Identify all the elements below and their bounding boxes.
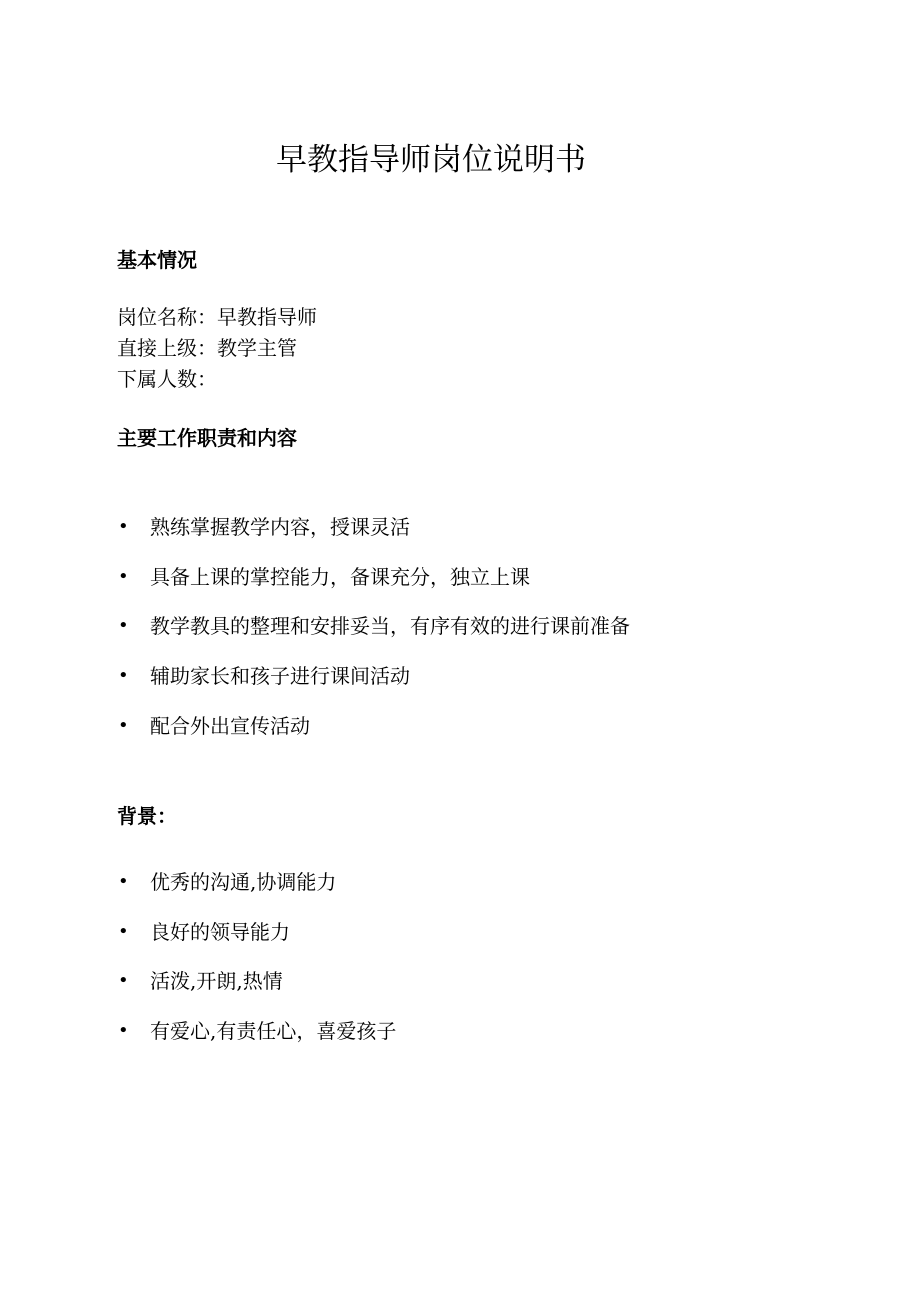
list-item bbox=[117, 918, 396, 968]
bullet-icon: • bbox=[118, 615, 129, 637]
list-item bbox=[117, 513, 630, 563]
duty-text: 具备上课的掌控能力，备课充分，独立上课 bbox=[150, 564, 530, 589]
duty-text: 配合外出宣传活动 bbox=[150, 713, 310, 738]
list-item bbox=[117, 662, 630, 712]
direct-supervisor-line: 直接上级：教学主管 bbox=[117, 336, 297, 360]
duties-list bbox=[117, 513, 630, 761]
background-text: 活泼,开朗,热情 bbox=[150, 969, 283, 994]
list-item bbox=[117, 868, 396, 918]
bullet-icon: • bbox=[118, 516, 129, 537]
background-text: 良好的领导能力 bbox=[150, 919, 290, 944]
basic-info-heading: 基本情况 bbox=[117, 248, 197, 272]
background-text: 优秀的沟通,协调能力 bbox=[150, 870, 337, 894]
position-name-line: 岗位名称：早教指导师 bbox=[117, 305, 317, 329]
background-list bbox=[117, 868, 396, 1067]
subordinate-count-line: 下属人数： bbox=[117, 367, 217, 391]
bullet-icon: • bbox=[118, 970, 129, 992]
bullet-icon: • bbox=[118, 714, 129, 736]
duty-text: 辅助家长和孩子进行课间活动 bbox=[150, 664, 410, 689]
list-item bbox=[117, 967, 396, 1017]
duty-text: 教学教具的整理和安排妥当，有序有效的进行课前准备 bbox=[150, 614, 630, 639]
duties-heading: 主要工作职责和内容 bbox=[117, 426, 297, 450]
document-title: 早教指导师岗位说明书 bbox=[276, 142, 586, 178]
list-item bbox=[117, 1017, 396, 1067]
bullet-icon: • bbox=[118, 565, 129, 587]
background-text: 有爱心,有责任心，喜爱孩子 bbox=[150, 1019, 397, 1044]
bullet-icon: • bbox=[118, 871, 129, 892]
duty-text: 熟练掌握教学内容，授课灵活 bbox=[150, 515, 410, 539]
bullet-icon: • bbox=[118, 665, 129, 687]
background-heading: 背景： bbox=[117, 804, 177, 828]
list-item bbox=[117, 712, 630, 762]
bullet-icon: • bbox=[118, 920, 129, 942]
list-item bbox=[117, 563, 630, 613]
bullet-icon: • bbox=[118, 1020, 129, 1042]
list-item bbox=[117, 612, 630, 662]
